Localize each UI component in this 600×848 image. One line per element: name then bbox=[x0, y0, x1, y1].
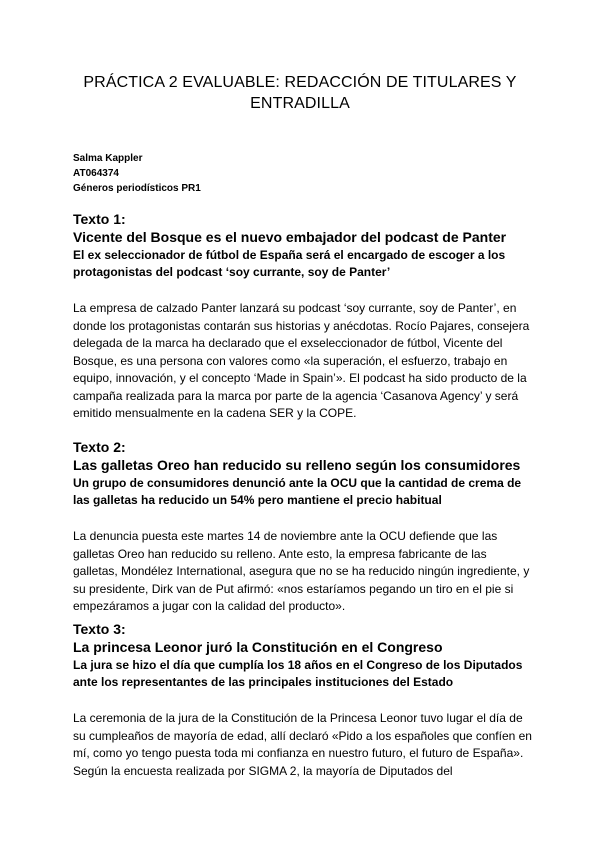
author-name: Salma Kappler bbox=[73, 153, 143, 164]
headline: Las galletas Oreo han reducido su relleno según los consumidores bbox=[73, 457, 521, 473]
section-texto-1 bbox=[73, 210, 533, 423]
lead-paragraph: La jura se hizo el día que cumplía los 18 años en el Congreso de los Diputados ante los representantes de las principales instituciones del Estado bbox=[73, 658, 523, 689]
body-paragraph: La denuncia puesta este martes 14 de noviembre ante la OCU defiende que las galletas Oreo han reducido su relleno. Ante esto, la empresa fabricante de las galletas, Mondélez International, asegura que no se ha reducido ningún ingrediente, y su presidente, Dirk van de Put afirmó: «nos estaríamos pegando un tiro en el pie si empezáramos a jugar con la calidad del producto». bbox=[73, 529, 530, 613]
lead-paragraph: Un grupo de consumidores denunció ante la OCU que la cantidad de crema de las galletas ha reducido un 54% pero mantiene el precio habitual bbox=[73, 476, 522, 507]
student-code: AT064374 bbox=[73, 168, 119, 179]
lead-paragraph: El ex seleccionador de fútbol de España será el encargado de escoger a los protagonistas del podcast ‘soy currante, soy de Panter’ bbox=[73, 248, 506, 279]
course-name: Géneros periodísticos PR1 bbox=[73, 183, 201, 194]
document-title: PRÁCTICA 2 EVALUABLE: REDACCIÓN DE TITULARES Y ENTRADILLA bbox=[83, 74, 517, 112]
section-label: Texto 2: bbox=[73, 439, 126, 455]
section-texto-3 bbox=[73, 620, 533, 780]
headline: La princesa Leonor juró la Constitución en el Congreso bbox=[73, 639, 443, 655]
section-label: Texto 1: bbox=[73, 211, 126, 227]
body-paragraph: La empresa de calzado Panter lanzará su podcast ‘soy currante, soy de Panter’, en donde los protagonistas contarán sus historias y anécdotas. Rocío Pajares, consejera delegada de la marca ha declarado que el exseleccionador de fútbol, Vicente del Bosque, es una persona con valores como «la superación, el esfuerzo, trabajo en equipo, innovación, y el concepto ‘Made in Spain’». El podcast ha sido producto de la campaña realizada para la marca por parte de la agencia ‘Casanova Agency’ y será emitido mensualmente en la cadena SER y la COPE. bbox=[73, 301, 530, 420]
section-texto-2 bbox=[73, 438, 533, 616]
body-paragraph: La ceremonia de la jura de la Constitución de la Princesa Leonor tuvo lugar el día de su cumpleaños de mayoría de edad, allí declaró «Pido a los españoles que confíen en mí, como yo tengo puesta toda mi confianza en nuestro futuro, el futuro de España». Según la encuesta realizada por SIGMA 2, la mayoría de Diputados del bbox=[73, 711, 532, 778]
author-info bbox=[73, 151, 201, 196]
section-label: Texto 3: bbox=[73, 621, 126, 637]
headline: Vicente del Bosque es el nuevo embajador del podcast de Panter bbox=[73, 229, 507, 245]
